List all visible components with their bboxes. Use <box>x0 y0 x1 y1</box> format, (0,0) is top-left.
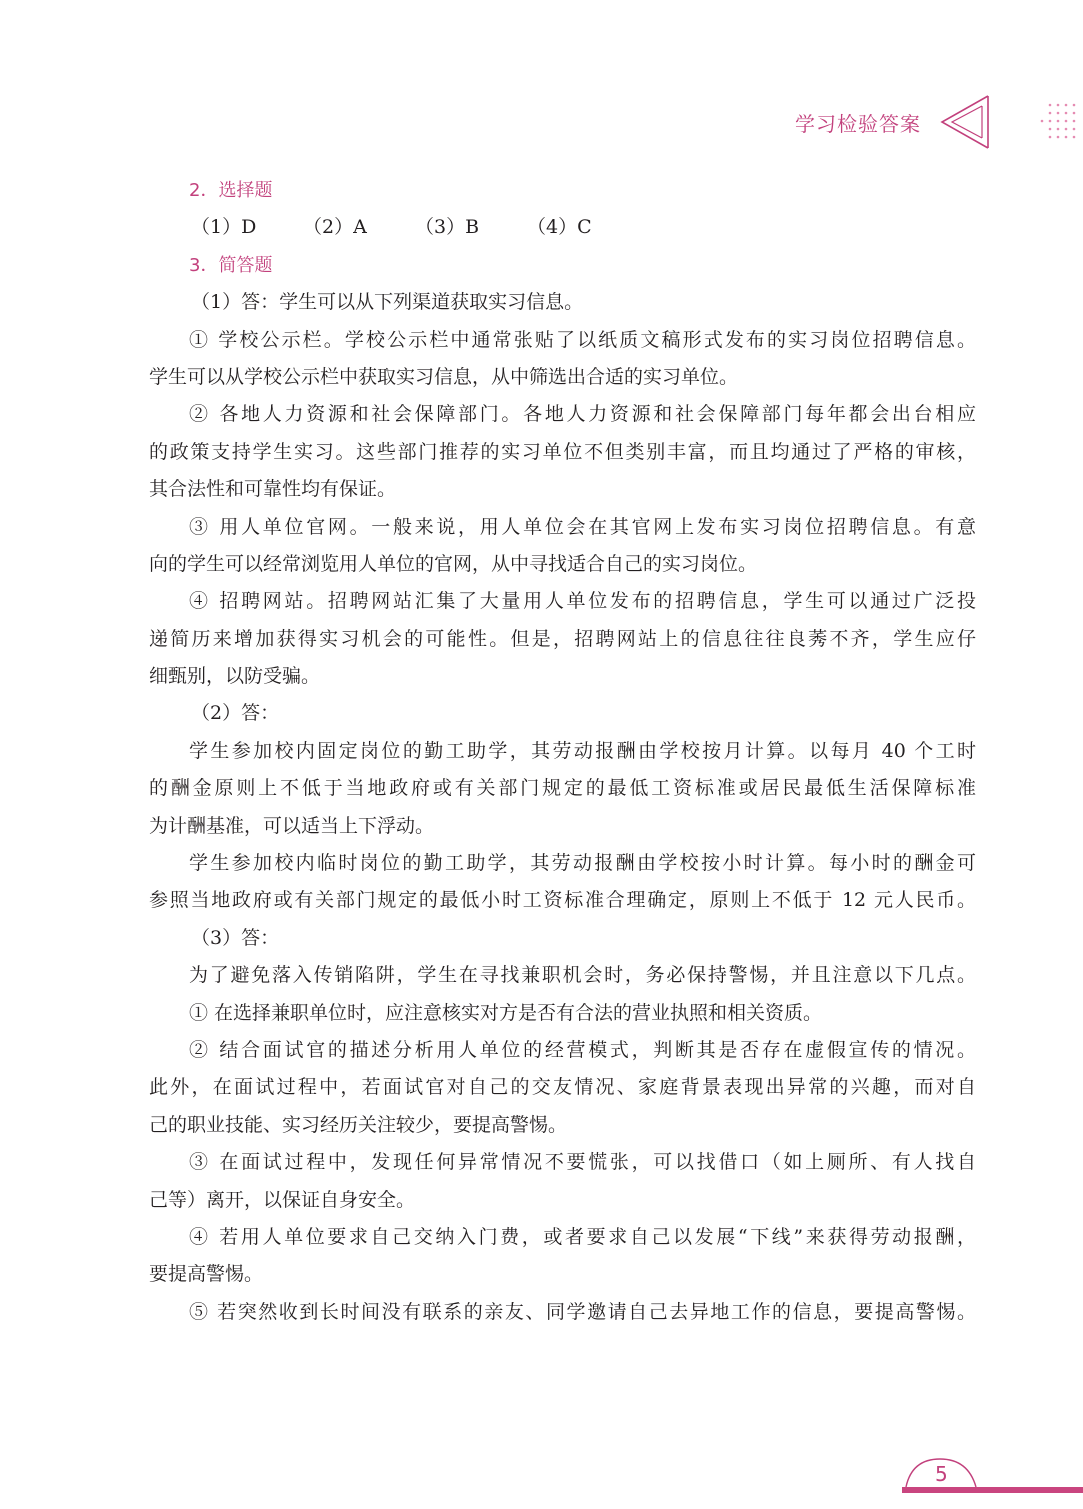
choice-answer: （1）D <box>191 216 257 239</box>
paragraph-line: 的政策支持学生实习。这些部门推荐的实习单位不但类别丰富，而且均通过了严格的审核， <box>149 440 976 463</box>
paragraph-line: 学生参加校内固定岗位的勤工助学，其劳动报酬由学校按月计算。以每月 40 个工时 <box>189 739 976 762</box>
choice-answer: （3）B <box>415 216 480 239</box>
paragraph-line: ③ 用人单位官网。一般来说，用人单位会在其官网上发布实习岗位招聘信息。有意 <box>189 515 976 538</box>
paragraph-line: 为了避免落入传销陷阱，学生在寻找兼职机会时，务必保持警惕，并且注意以下几点。 <box>189 964 976 987</box>
paragraph-line: ② 结合面试官的描述分析用人单位的经营模式，判断其是否存在虚假宣传的情况。 <box>189 1038 976 1061</box>
triangle-logo-icon <box>938 94 994 152</box>
answer-heading: （3）答： <box>191 926 280 949</box>
paragraph-line: 细甄别，以防受骗。 <box>149 665 321 688</box>
paragraph-line: 己的职业技能、实习经历关注较少，要提高警惕。 <box>149 1113 568 1136</box>
paragraph-line: 向的学生可以经常浏览用人单位的官网，从中寻找适合自己的实习岗位。 <box>149 552 758 575</box>
dot-grid-decoration-icon <box>1040 102 1082 142</box>
answer-heading: （1）答：学生可以从下列渠道获取实习信息。 <box>191 291 584 314</box>
paragraph-line: 递简历来增加获得实习机会的可能性。但是，招聘网站上的信息往往良莠不齐，学生应仔 <box>149 627 976 650</box>
paragraph-line: 学生参加校内临时岗位的勤工助学，其劳动报酬由学校按小时计算。每小时的酬金可 <box>189 852 976 875</box>
paragraph-line: 参照当地政府或有关部门规定的最低小时工资标准合理确定，原则上不低于 12 元人民币。 <box>149 889 976 912</box>
paragraph-line: ④ 招聘网站。招聘网站汇集了大量用人单位发布的招聘信息，学生可以通过广泛投 <box>189 590 976 613</box>
paragraph-line: 要提高警惕。 <box>149 1263 264 1286</box>
choice-answers <box>149 209 976 246</box>
section-title-choice: 2．选择题 <box>189 180 273 201</box>
answer-heading: （2）答： <box>191 702 280 725</box>
footer-accent-bar <box>902 1487 1083 1493</box>
paragraph-line: 学生可以从学校公示栏中获取实习信息，从中筛选出合适的实习单位。 <box>149 365 739 388</box>
paragraph-line: ① 在选择兼职单位时，应注意核实对方是否有合法的营业执照和相关资质。 <box>189 1001 823 1024</box>
choice-answer: （4）C <box>527 216 592 239</box>
page-content <box>149 172 976 1331</box>
page-number: 5 <box>935 1462 948 1486</box>
paragraph-line: ⑤ 若突然收到长时间没有联系的亲友、同学邀请自己去异地工作的信息，要提高警惕。 <box>189 1300 976 1323</box>
paragraph-line: ③ 在面试过程中，发现任何异常情况不要慌张，可以找借口（如上厕所、有人找自 <box>189 1151 976 1174</box>
choice-answer: （2）A <box>303 216 367 239</box>
paragraph-line: ④ 若用人单位要求自己交纳入门费，或者要求自己以发展“下线”来获得劳动报酬， <box>189 1225 976 1248</box>
paragraph-line: 为计酬基准，可以适当上下浮动。 <box>149 814 435 837</box>
paragraph-line: 此外，在面试过程中，若面试官对自己的交友情况、家庭背景表现出异常的兴趣，而对自 <box>149 1076 976 1099</box>
paragraph-line: 其合法性和可靠性均有保证。 <box>149 478 397 501</box>
section-title-short-answer: 3．简答题 <box>189 254 273 276</box>
paragraph-line: 的酬金原则上不低于当地政府或有关部门规定的最低工资标准或居民最低生活保障标准 <box>149 777 976 800</box>
paragraph-line: ① 学校公示栏。学校公示栏中通常张贴了以纸质文稿形式发布的实习岗位招聘信息。 <box>189 328 976 351</box>
paragraph-line: 己等）离开，以保证自身安全。 <box>149 1188 416 1211</box>
header-title: 学习检验答案 <box>795 112 921 136</box>
paragraph-line: ② 各地人力资源和社会保障部门。各地人力资源和社会保障部门每年都会出台相应 <box>189 403 976 426</box>
